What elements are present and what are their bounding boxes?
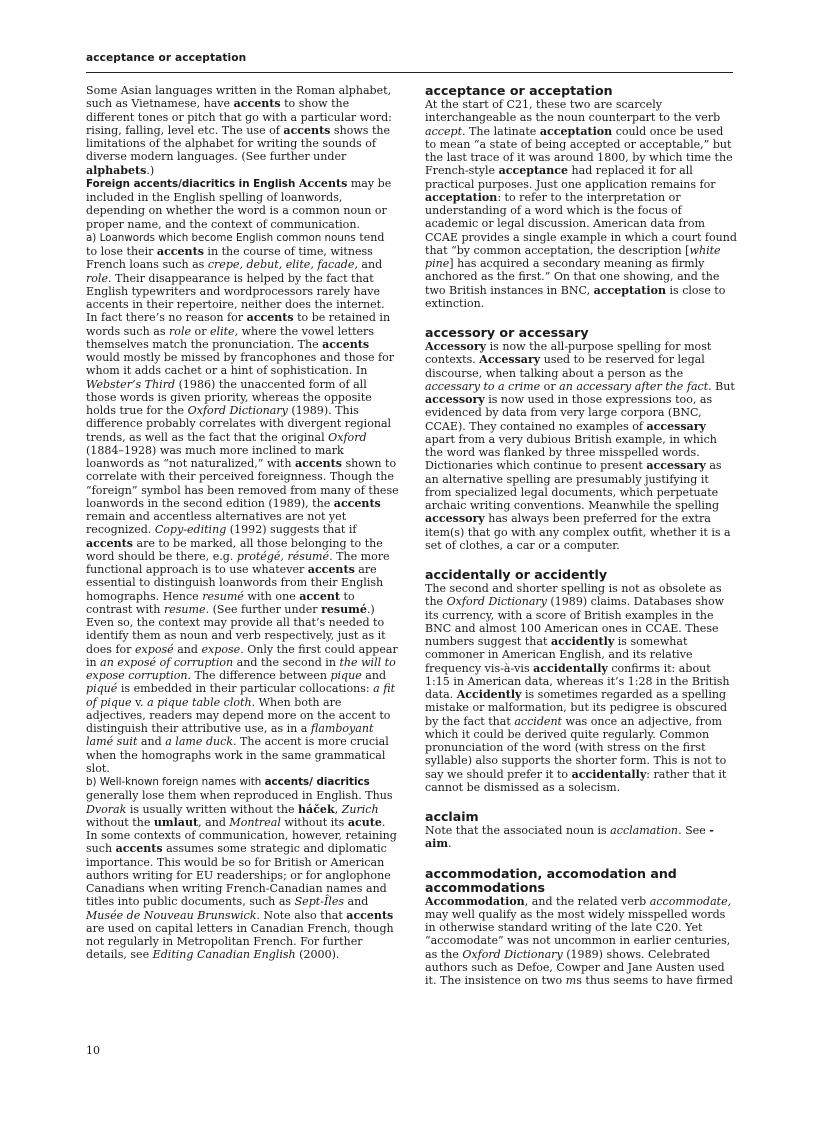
text-run: was once an adjective, from which it could be derived quite regularly. Common pronunciation of the word (with stress on the first syllable) also supports the shorter form. This is not to say we should prefer it to xyxy=(425,714,727,781)
italic-term: Oxford Dictionary xyxy=(446,595,547,609)
text-run: where the vowel letters themselves match the pronunciation. The xyxy=(86,324,375,351)
text-run: is embedded in their particular collocations: xyxy=(117,682,374,696)
text-run: At the start of C21, these two are scarcely interchangeable as the noun counterpart to the verb xyxy=(425,98,721,125)
text-run: : to refer to the interpretation or understanding of a word which is the focus of academic or legal discussion. American data from CCAE provides a single example in which a court found that “by common acceptation, the description [ xyxy=(425,190,737,257)
text-run: . Only the first could appear in xyxy=(86,642,398,669)
italic-term: Copy-editing xyxy=(154,523,227,537)
text-run: apart from a very dubious British example, in which the word was flanked by three misspelled words. Dictionaries which continue to present xyxy=(425,432,717,473)
text-run: is close to extinction. xyxy=(425,283,726,310)
sans-label: b) Well-known foreign names with xyxy=(86,776,265,788)
bold-term: umlaut xyxy=(153,815,199,829)
bold-term: accent xyxy=(299,589,341,603)
bold-term: acute xyxy=(347,815,382,829)
text-run: are essential to distinguish loanwords from their English homographs. Hence xyxy=(86,563,384,603)
headword: accommodation, accomodation and accommodations xyxy=(425,865,677,895)
text-run: and xyxy=(137,735,166,749)
italic-term: role xyxy=(169,324,192,338)
bold-term: accents xyxy=(233,97,281,111)
text-run: assumes some strategic and diplomatic importance. This would be so for British or American authors writing for EU readerships; or for anglophone Canadians when writing French-Canadian names and titles into public documents, such as xyxy=(86,842,391,909)
text-run: are used on capital letters in Canadian French, though not regularly in Metropolitan French. For further details, see xyxy=(86,921,394,962)
bold-term: accents xyxy=(295,457,342,470)
italic-term: resume xyxy=(163,602,206,616)
bold-term: Accessory xyxy=(425,340,487,353)
italic-term: Zurich xyxy=(341,802,379,816)
entry-accommodation xyxy=(425,867,737,988)
italic-term: accessary to a crime xyxy=(425,379,541,393)
headword: acclaim xyxy=(425,809,479,824)
text-run: : rather that it cannot be dismissed as a solecism. xyxy=(425,767,727,794)
italic-term: protégé, résumé xyxy=(236,549,330,563)
text-run: (1884–1928) was much more inclined to mark loanwords as “not naturalized,” with xyxy=(86,443,344,470)
bold-term: Accessary xyxy=(479,353,541,367)
text-run: .) Even so, the context may provide all that’s needed to identify them as noun and verb respectively, just as it does for xyxy=(86,602,386,656)
text-run: . The accent is more crucial when the homographs work in the same grammatical slot. xyxy=(86,735,389,775)
bold-term: Accidently xyxy=(456,688,522,701)
bold-term: accents xyxy=(115,842,163,856)
text-run: . In some contexts of communication, however, retaining such xyxy=(86,815,397,856)
entry-body xyxy=(425,895,737,988)
text-run: .) xyxy=(146,163,155,177)
entry-body xyxy=(425,582,737,794)
text-run: to be retained in words such as xyxy=(86,311,391,338)
italic-term: white pine xyxy=(425,243,721,270)
bold-term: acceptation xyxy=(425,190,498,204)
entry-body xyxy=(425,824,737,851)
text-run: . xyxy=(448,837,452,851)
bold-term: accidentally xyxy=(533,661,608,675)
italic-term: Oxford Dictionary xyxy=(462,947,563,961)
sans-label: Foreign accents/diacritics in English xyxy=(86,177,296,190)
text-run: without the xyxy=(86,815,154,829)
sans-label: a) Loanwords which become English common nouns xyxy=(86,231,356,244)
italic-term: crepe, debut, elite, facade, xyxy=(207,258,358,272)
intro-paragraph xyxy=(86,84,399,177)
text-run: Some Asian languages written in the Roman alphabet, such as Vietnamese, have xyxy=(86,84,392,111)
text-run: The second and shorter spelling is not as obsolete as the xyxy=(425,582,722,609)
text-run: is now used in those expressions too, as evidenced by data from very large corpora (BNC, CCAE). They contained no examples of xyxy=(425,393,713,433)
text-run: with one xyxy=(243,589,300,603)
bold-term: accents xyxy=(86,536,133,550)
left-column xyxy=(86,84,399,962)
bold-term: accessory xyxy=(425,393,485,406)
bold-term: accents xyxy=(322,337,370,351)
text-run: v. xyxy=(131,695,148,709)
text-run: in the course of time, witness French loans such as xyxy=(86,245,373,272)
text-run: to show the different tones or pitch that go with a particular word: rising, falling, level etc. The use of xyxy=(86,97,392,137)
italic-term: the will to expose corruption xyxy=(86,655,396,682)
bold-term: accidentally xyxy=(571,767,647,781)
italic-term: elite, xyxy=(210,324,239,338)
text-run: . The difference between xyxy=(187,669,331,682)
text-run: is usually written without the xyxy=(126,802,299,816)
bold-term: accents xyxy=(156,245,204,258)
text-run: to contrast with xyxy=(86,589,355,616)
italic-term: piqué xyxy=(86,682,118,696)
text-run: , and the related verb xyxy=(524,894,650,908)
text-run: (1992) suggests that if xyxy=(226,523,357,537)
italic-term: Sept-Îles xyxy=(294,895,345,909)
headword: accessory or accessary xyxy=(425,325,589,340)
text-run: . (See further under xyxy=(205,602,322,616)
sans-label: accents/ diacritics xyxy=(264,776,370,788)
italic-term: accommodate, xyxy=(649,894,732,908)
bold-term: Accents xyxy=(298,176,348,190)
bold-term: háček xyxy=(298,802,335,816)
text-run: (1989) shows. Celebrated authors such as Defoe, Cowper and Jane Austen used it. The insistence on two xyxy=(425,947,725,987)
bold-term: accents xyxy=(333,496,381,510)
text-run: . The more functional approach is to use whatever xyxy=(86,549,390,576)
entry-body xyxy=(425,340,737,552)
text-run: , and xyxy=(198,815,230,829)
text-run: . Their disappearance is helped by the fact that English typewriters and wordprocessors rarely have accents in their repertoire, neither does the internet. In fact there’s no reason for xyxy=(86,271,385,325)
text-run: as an alternative spelling are presumably justifying it from specialized legal documents, which perpetuate archaic writing conventions. Meanwhile the spelling xyxy=(425,459,722,512)
text-run: used to be reserved for legal discourse, when talking about a person as the xyxy=(425,353,705,380)
running-head: acceptance or acceptation xyxy=(86,52,247,64)
text-run: is sometimes regarded as a spelling mistake or malformation, but its pedigree is obscured by the fact that xyxy=(425,688,728,728)
text-run: (1989). This difference probably correlates with divergent regional trends, as well as the fact that the original xyxy=(86,404,392,444)
italic-term: role xyxy=(86,271,109,285)
text-run: shown to correlate with their perceived foreignness. Though the “foreign” symbol has been removed from many of these loanwords in the second edition (1989), the xyxy=(86,457,399,510)
bold-term: accessary xyxy=(646,419,706,433)
text-run: has always been preferred for the extra item(s) that go with any complex outfit, whether it is a set of clothes, a car or a computer. xyxy=(425,512,731,552)
text-run: or xyxy=(191,324,210,338)
header-rule xyxy=(86,72,733,73)
text-run: without its xyxy=(280,815,348,829)
text-run: ] has acquired a secondary meaning as firmly anchored as the first.” On that one showing, and the two British instances in BNC, xyxy=(425,257,720,297)
text-run: s thus seems to have firmed xyxy=(576,974,733,987)
text-run: , xyxy=(334,802,342,816)
text-run: could once be used to mean “a state of being accepted or acceptable,” but the last trace of it was around 1800, by which time the French-style xyxy=(425,124,733,178)
italic-term: Oxford Dictionary xyxy=(187,404,288,417)
text-run: tend to lose their xyxy=(86,230,385,258)
bold-term: accents xyxy=(283,123,331,137)
text-run: . When both are adjectives, readers may depend more on the accent to distinguish their attributive use, as in a xyxy=(86,695,391,735)
foreign-accents-section xyxy=(86,177,399,231)
italic-term: flamboyant lamé suit xyxy=(86,722,374,749)
text-run: and xyxy=(361,669,387,682)
text-run: . See xyxy=(678,824,710,837)
italic-term: Musée de Nouveau Brunswick xyxy=(86,908,257,922)
text-run: (1986) the unaccented form of all those words is given priority, whereas the opposite holds true for the xyxy=(86,377,372,417)
text-run: and the second in xyxy=(233,655,340,669)
italic-term: an accessary after the fact xyxy=(559,379,709,393)
italic-term: a fit of pique xyxy=(86,682,396,709)
entry-accidentally xyxy=(425,568,737,794)
italic-term: Oxford xyxy=(328,430,367,444)
text-run: confirms it: about 1:15 in American data, whereas it’s 1:28 in the British data. xyxy=(425,661,730,701)
text-run: generally lose them when reproduced in English. Thus xyxy=(86,789,393,803)
bold-term: alphabets xyxy=(86,163,147,177)
text-run: may be included in the English spelling of loanwords, depending on whether the word is a common noun or proper name, and the context of communication. xyxy=(86,176,392,231)
text-run: are to be marked, all those belonging to the word should be there, e.g. xyxy=(86,536,383,563)
text-run: is now the all-purpose spelling for most contexts. xyxy=(425,340,712,367)
headword: acceptance or acceptation xyxy=(425,83,613,98)
bold-term: accessory xyxy=(425,512,485,526)
italic-term: Dvorak xyxy=(86,802,127,816)
italic-term: accident xyxy=(514,714,562,728)
italic-term: accept xyxy=(425,124,463,138)
text-run: remain and accentless alternatives are not yet recognized. xyxy=(86,510,347,537)
text-run: . Note also that xyxy=(256,908,347,922)
bold-term: acceptance xyxy=(498,164,568,178)
bold-term: accents xyxy=(307,563,355,576)
italic-term: Editing Canadian English xyxy=(152,948,296,962)
entry-acclaim xyxy=(425,810,737,851)
italic-term: acclamation xyxy=(610,824,679,837)
bold-term: accessary xyxy=(646,459,706,473)
text-run: and xyxy=(357,258,383,272)
text-run: . The latinate xyxy=(462,124,540,138)
text-run: Note that the associated noun is xyxy=(425,824,611,837)
text-run: . But xyxy=(708,379,735,393)
bold-term: acceptation xyxy=(593,283,666,297)
page-number: 10 xyxy=(86,1044,100,1057)
text-run: and xyxy=(173,642,202,656)
italic-term: resumé xyxy=(202,589,244,603)
bold-term: resumé xyxy=(321,602,367,616)
entry-body xyxy=(425,98,737,310)
text-run: would mostly be missed by francophones and those for whom it adds cachet or a hint of sophistication. In xyxy=(86,351,395,378)
bold-term: accidently xyxy=(550,635,615,648)
text-run: is somewhat commoner in American English, and its relative frequency vis-à-vis xyxy=(425,635,693,675)
italic-term: an exposé of corruption xyxy=(100,655,234,669)
text-run: and xyxy=(344,895,369,909)
italic-term: exposé xyxy=(134,642,174,656)
italic-term: a pique table cloth xyxy=(147,695,252,709)
right-column xyxy=(425,84,737,1003)
text-run: or xyxy=(540,379,560,393)
italic-term: pique xyxy=(330,669,362,682)
text-run: had replaced it for all practical purposes. Just one application remains for xyxy=(425,164,716,191)
bold-term: Accommodation xyxy=(425,894,525,908)
text-run: (1989) claims. Databases show its currency, with a score of British examples in the BNC and almost 100 American ones in CCAE. These numbers suggest that xyxy=(425,595,725,648)
italic-term: Montreal xyxy=(229,815,281,829)
headword: accidentally or accidently xyxy=(425,567,608,582)
text-run: may well qualify as the most widely misspelled words in otherwise standard writing of the late C20. Yet “accomodate” was not uncommon in earlier centuries, as the xyxy=(425,907,731,961)
italic-term: expose xyxy=(201,642,241,656)
text-run: shows the limitations of the alphabet for writing the sounds of diverse modern languages. (See further under xyxy=(86,123,391,164)
text-run: (2000). xyxy=(295,948,340,962)
entry-accessory xyxy=(425,326,737,552)
italic-term: m xyxy=(565,974,577,987)
foreign-names-paragraph xyxy=(86,775,399,962)
bold-term: -aim xyxy=(425,824,714,851)
italic-term: Webster’s Third xyxy=(86,377,176,391)
entry-acceptance xyxy=(425,84,737,310)
loanwords-paragraph xyxy=(86,231,399,775)
bold-term: acceptation xyxy=(539,124,613,138)
bold-term: accents xyxy=(246,311,294,325)
bold-term: accents xyxy=(346,908,394,922)
italic-term: a lame duck xyxy=(165,735,234,749)
